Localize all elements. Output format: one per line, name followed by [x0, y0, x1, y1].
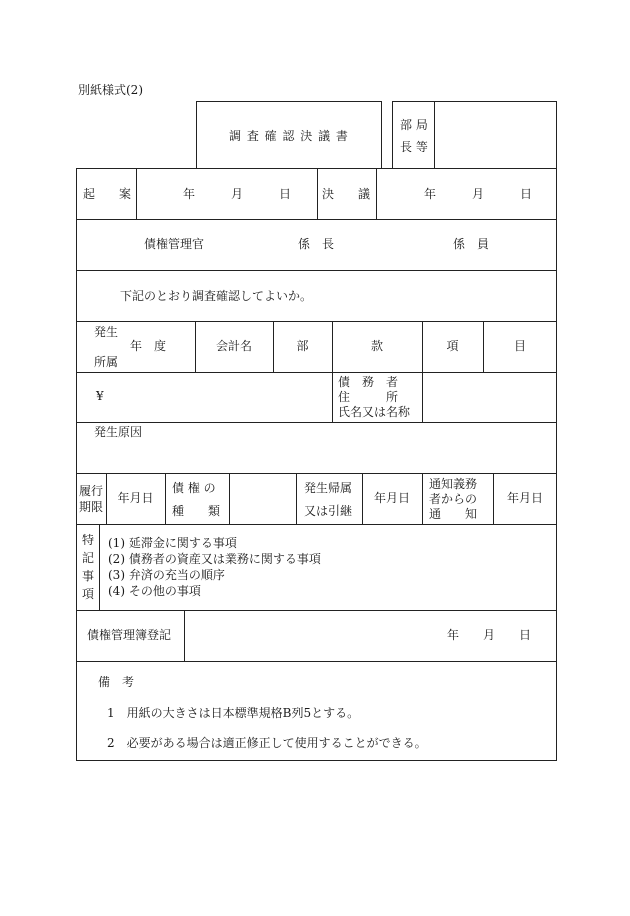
- form-label: 別紙様式(2): [78, 83, 143, 97]
- special-item: (4) その他の事項: [108, 584, 201, 598]
- special-label-char-2: 記: [82, 551, 95, 565]
- page-title: 調 査 確 認 決 議 書: [229, 129, 349, 143]
- statement: 下記のとおり調査確認してよいか。: [120, 289, 313, 303]
- tsuchi-label-3: 通 知: [429, 507, 478, 521]
- kestugi-label: 決 議: [322, 187, 371, 201]
- special-label-char-3: 事: [82, 569, 95, 583]
- bucho-label-2: 長 等: [400, 140, 428, 154]
- special-item: (2) 債務者の資産又は業務に関する事項: [108, 552, 321, 566]
- main-table: [76, 168, 557, 761]
- register-label: 債権管理簿登記: [87, 628, 172, 642]
- debtor-label-2: 住 所: [338, 390, 399, 404]
- official-kakariin: 係 員: [453, 237, 490, 251]
- nendo-label: 年 度: [130, 339, 167, 353]
- yen-symbol: ¥: [96, 389, 104, 403]
- register-date: 年 月 日: [447, 628, 532, 642]
- remarks-heading: 備 考: [98, 675, 135, 689]
- special-label-char-1: 特: [82, 533, 95, 547]
- tsuchi-label-2: 者からの: [429, 492, 478, 506]
- tsuchi-label-1: 通知義務: [429, 477, 478, 491]
- kian-date: 年 月 日: [183, 187, 292, 201]
- moku-label: 目: [513, 339, 526, 353]
- kizoku-label-1: 発生帰属: [304, 481, 353, 495]
- kaikei-label: 会計名: [215, 339, 252, 353]
- official-kakaricho: 係 長: [298, 237, 335, 251]
- kou-label: 項: [446, 339, 459, 353]
- kan-label: 款: [370, 339, 383, 353]
- cause-label: 発生原因: [94, 425, 143, 439]
- rikou-date: 年月日: [117, 491, 154, 505]
- kind-label-2: 種 類: [172, 504, 221, 518]
- bu-label: 部: [296, 339, 309, 353]
- debtor-label-3: 氏名又は名称: [338, 405, 411, 419]
- debtor-label-1: 債 務 者: [338, 375, 399, 389]
- special-item: (1) 延滞金に関する事項: [108, 536, 237, 550]
- bucho-box: [392, 101, 557, 169]
- kind-label-1: 債 権 の: [172, 481, 216, 495]
- tsuchi-date: 年月日: [506, 491, 543, 505]
- kizoku-label-2: 又は引継: [304, 504, 353, 518]
- special-label-char-4: 項: [82, 587, 95, 601]
- kizoku-date: 年月日: [373, 491, 410, 505]
- bucho-label-1: 部 局: [400, 118, 428, 132]
- kian-label: 起 案: [83, 187, 132, 201]
- official-kanrikan: 債権管理官: [144, 237, 205, 251]
- rikou-label-1: 履行: [79, 484, 104, 498]
- hassei-label: 発生: [94, 325, 119, 339]
- shozoku-label: 所属: [94, 355, 119, 369]
- special-item: (3) 弁済の充当の順序: [108, 568, 225, 582]
- rikou-label-2: 期限: [79, 500, 104, 514]
- kestugi-date: 年 月 日: [424, 187, 533, 201]
- remarks-note: 2 必要がある場合は適正修正して使用することができる。: [107, 736, 427, 750]
- remarks-note: 1 用紙の大きさは日本標準規格B列5とする。: [107, 706, 360, 720]
